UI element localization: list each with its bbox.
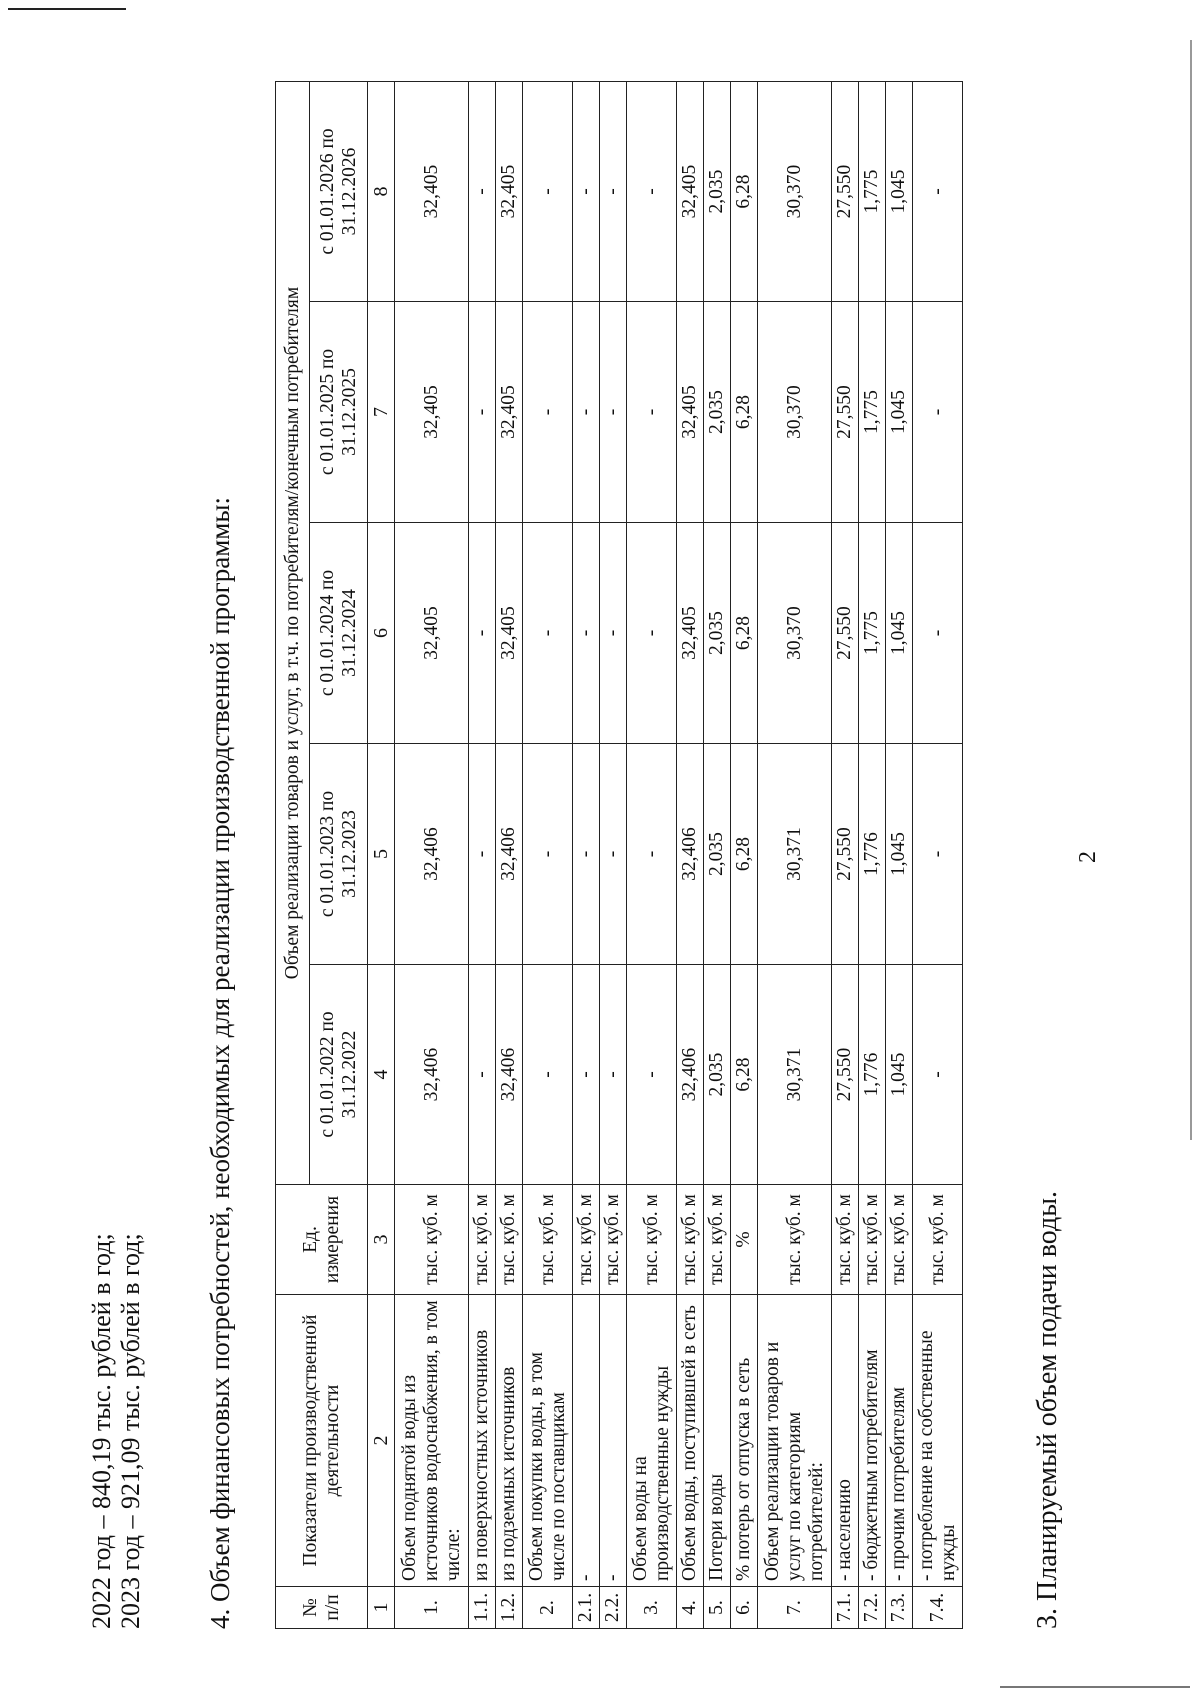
financial-line-2023: 2023 год – 921,09 тыс. рублей в год; (115, 1233, 145, 1629)
row-indicator: Объем воды на производственные нужды (627, 1295, 677, 1587)
table-row (469, 81, 496, 1628)
row-value: 30,371 (758, 744, 832, 965)
row-value: 1,775 (859, 81, 886, 301)
row-value: - (600, 302, 627, 523)
row-value: - (913, 744, 963, 965)
row-indicator: из подземных источников (496, 1295, 523, 1587)
row-value: 30,370 (758, 302, 832, 523)
header-period: с 01.01.2025 по 31.12.2025 (310, 302, 368, 523)
row-value: 6,28 (731, 523, 758, 744)
row-value: 32,405 (677, 81, 704, 301)
row-value: - (523, 81, 573, 301)
row-value: - (573, 744, 600, 965)
row-value: - (523, 965, 573, 1185)
row-value: 32,406 (395, 965, 469, 1185)
row-value: 32,406 (496, 965, 523, 1185)
row-value: - (573, 965, 600, 1185)
row-value: 6,28 (731, 302, 758, 523)
table-row (496, 81, 523, 1628)
row-value: - (469, 744, 496, 965)
table-row (731, 81, 758, 1628)
row-unit: тыс. куб. м (913, 1185, 963, 1295)
row-value: 1,045 (886, 302, 913, 523)
row-value: 2,035 (704, 523, 731, 744)
row-number: 4. (677, 1587, 704, 1629)
row-value: - (573, 302, 600, 523)
row-unit: тыс. куб. м (600, 1185, 627, 1295)
index-cell: 3 (368, 1185, 395, 1295)
index-cell: 4 (368, 965, 395, 1185)
row-value: 6,28 (731, 965, 758, 1185)
row-unit: % (731, 1185, 758, 1295)
row-value: 32,406 (395, 744, 469, 965)
header-period: с 01.01.2024 по 31.12.2024 (310, 523, 368, 744)
row-value: - (523, 523, 573, 744)
row-number: 7.2. (859, 1587, 886, 1629)
row-value: 32,406 (677, 744, 704, 965)
row-indicator: - потребление на собственные нужды (913, 1295, 963, 1587)
table-row (395, 81, 469, 1628)
row-value: - (573, 523, 600, 744)
row-value: - (600, 81, 627, 301)
index-cell: 2 (368, 1295, 395, 1587)
table-row (600, 81, 627, 1628)
header-group: Объем реализации товаров и услуг, в т.ч. по потребителям/конечным потребителям (276, 81, 310, 1184)
index-cell: 5 (368, 744, 395, 965)
index-cell: 6 (368, 523, 395, 744)
row-number: 5. (704, 1587, 731, 1629)
row-value: 30,370 (758, 523, 832, 744)
row-value: 27,550 (832, 965, 859, 1185)
row-value: 32,406 (496, 744, 523, 965)
header-unit: Ед. измерения (276, 1185, 368, 1295)
row-number: 2. (523, 1587, 573, 1629)
row-indicator: Объем воды, поступившей в сеть (677, 1295, 704, 1587)
table-row (886, 81, 913, 1628)
row-value: 32,405 (677, 523, 704, 744)
row-number: 1.2. (496, 1587, 523, 1629)
row-value: - (913, 302, 963, 523)
row-value: 1,775 (859, 523, 886, 744)
row-number: 7. (758, 1587, 832, 1629)
row-number: 3. (627, 1587, 677, 1629)
row-value: 30,371 (758, 965, 832, 1185)
row-value: 2,035 (704, 965, 731, 1185)
table-row (859, 81, 886, 1628)
row-indicator: % потерь от отпуска в сеть (731, 1295, 758, 1587)
row-value: 27,550 (832, 302, 859, 523)
row-value: 32,405 (496, 302, 523, 523)
row-value: - (469, 81, 496, 301)
index-cell: 8 (368, 81, 395, 301)
row-value: 1,776 (859, 744, 886, 965)
header-period: с 01.01.2023 по 31.12.2023 (310, 744, 368, 965)
header-period: с 01.01.2022 по 31.12.2022 (310, 965, 368, 1185)
row-value: - (600, 744, 627, 965)
table-row (704, 81, 731, 1628)
row-value: 1,776 (859, 965, 886, 1185)
row-value: 1,045 (886, 523, 913, 744)
row-value: 2,035 (704, 302, 731, 523)
table-row (627, 81, 677, 1628)
row-value: - (913, 523, 963, 744)
row-value: 32,405 (677, 302, 704, 523)
row-unit: тыс. куб. м (469, 1185, 496, 1295)
row-number: 6. (731, 1587, 758, 1629)
water-supply-table (275, 81, 963, 1629)
row-unit: тыс. куб. м (886, 1185, 913, 1295)
row-value: 30,370 (758, 81, 832, 301)
row-indicator: Объем поднятой воды из источников водоснабжения, в том числе: (395, 1295, 469, 1587)
header-period: с 01.01.2026 по 31.12.2026 (310, 81, 368, 301)
row-value: 27,550 (832, 744, 859, 965)
row-value: 6,28 (731, 744, 758, 965)
row-value: 32,405 (395, 81, 469, 301)
row-number: 1.1. (469, 1587, 496, 1629)
row-value: - (469, 302, 496, 523)
row-value: - (627, 81, 677, 301)
row-indicator: - прочим потребителям (886, 1295, 913, 1587)
row-indicator: Объем покупки воды, в том числе по поставщикам (523, 1295, 573, 1587)
row-unit: тыс. куб. м (704, 1185, 731, 1295)
row-value: 32,405 (496, 81, 523, 301)
row-value: - (913, 965, 963, 1185)
row-value: - (627, 523, 677, 744)
row-value: 32,405 (496, 523, 523, 744)
row-value: - (469, 523, 496, 744)
row-unit: тыс. куб. м (677, 1185, 704, 1295)
row-unit: тыс. куб. м (573, 1185, 600, 1295)
row-value: - (627, 744, 677, 965)
row-value: 32,405 (395, 302, 469, 523)
row-number: 7.1. (832, 1587, 859, 1629)
row-value: 2,035 (704, 744, 731, 965)
row-indicator: Объем реализации товаров и услуг по категориям потребителей: (758, 1295, 832, 1587)
row-number: 7.4. (913, 1587, 963, 1629)
row-value: - (573, 81, 600, 301)
header-index-row (368, 81, 395, 1628)
row-unit: тыс. куб. м (627, 1185, 677, 1295)
row-value: - (469, 965, 496, 1185)
row-number: 7.3. (886, 1587, 913, 1629)
row-unit: тыс. куб. м (523, 1185, 573, 1295)
row-number: 2.2. (600, 1587, 627, 1629)
row-value: - (523, 744, 573, 965)
row-value: - (913, 81, 963, 301)
row-value: 1,045 (886, 965, 913, 1185)
row-value: 27,550 (832, 81, 859, 301)
row-unit: тыс. куб. м (496, 1185, 523, 1295)
table-row (758, 81, 832, 1628)
financial-line-2022: 2022 год – 840,19 тыс. рублей в год; (87, 1233, 116, 1629)
row-indicator: - (573, 1295, 600, 1587)
table-body (276, 81, 963, 1628)
header-no: № п/п (276, 1587, 368, 1629)
row-value: 2,035 (704, 81, 731, 301)
row-value: 1,045 (886, 81, 913, 301)
row-indicator: - населению (832, 1295, 859, 1587)
row-number: 2.1. (573, 1587, 600, 1629)
row-unit: тыс. куб. м (395, 1185, 469, 1295)
row-value: - (627, 302, 677, 523)
table-row (677, 81, 704, 1628)
row-value: - (627, 965, 677, 1185)
index-cell: 7 (368, 302, 395, 523)
row-indicator: - бюджетным потребителям (859, 1295, 886, 1587)
row-unit: тыс. куб. м (758, 1185, 832, 1295)
header-indicator: Показатели производственной деятельности (276, 1295, 368, 1587)
section-3-title: 3. Планируемый объем подачи воды. (1032, 1190, 1063, 1629)
row-value: - (600, 523, 627, 744)
row-indicator: из поверхностных источников (469, 1295, 496, 1587)
table-row (573, 81, 600, 1628)
financial-needs (88, 1233, 145, 1629)
table-row (832, 81, 859, 1628)
row-value: - (523, 302, 573, 523)
row-value: 1,045 (886, 744, 913, 965)
header-row-1 (276, 81, 310, 1628)
row-value: - (600, 965, 627, 1185)
row-value: 27,550 (832, 523, 859, 744)
row-value: 32,405 (395, 523, 469, 744)
row-value: 32,406 (677, 965, 704, 1185)
index-cell: 1 (368, 1587, 395, 1629)
table-row (523, 81, 573, 1628)
row-value: 1,775 (859, 302, 886, 523)
page-number: 2 (1075, 851, 1101, 863)
row-number: 1. (395, 1587, 469, 1629)
row-indicator: Потери воды (704, 1295, 731, 1587)
row-value: 6,28 (731, 81, 758, 301)
row-unit: тыс. куб. м (832, 1185, 859, 1295)
section-4-title: 4. Объем финансовых потребностей, необходимых для реализации производственной программы: (205, 496, 235, 1629)
table-row (913, 81, 963, 1628)
row-indicator: - (600, 1295, 627, 1587)
row-unit: тыс. куб. м (859, 1185, 886, 1295)
